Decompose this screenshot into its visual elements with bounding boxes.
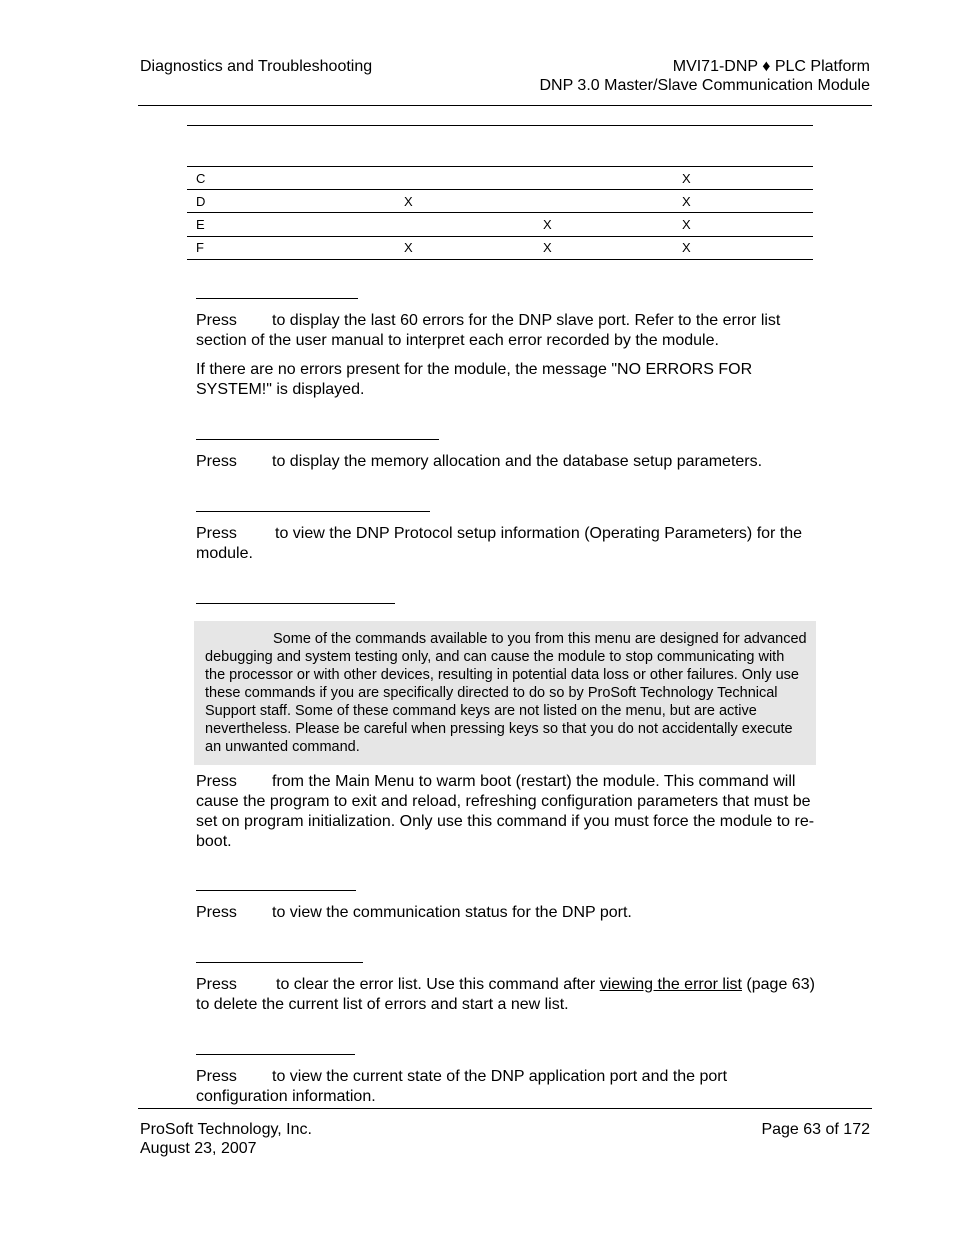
- header-section-title: Diagnostics and Troubleshooting: [140, 58, 373, 75]
- table-top-rule: [187, 125, 813, 126]
- caution-note-text: Some of the commands available to you from this menu are designed for advanced debugging and system testing only, and can cause the module to stop communicating with the processor or with other devices, resulting in potential data loss or other failures. Only use these commands if you are specifically directed to do so by ProSoft Technology Technical Support staff. Some of these command keys are not listed on the menu, but are active nevertheless. Please be careful when pressing keys so that you do not accidentally execute an unwanted command.: [205, 631, 807, 755]
- footer-company: ProSoft Technology, Inc.: [140, 1121, 312, 1138]
- clearerrors-paragraph: [196, 975, 816, 1015]
- table-cell-label: F: [196, 240, 204, 255]
- table-cell-label: C: [196, 171, 206, 186]
- press-label: Press: [196, 1068, 237, 1085]
- clearerrors-text-after: (page 63) to delete the current list of errors and start a new list.: [196, 976, 815, 1013]
- section-heading-rule: [196, 1054, 355, 1055]
- clearerrors-text: to clear the error list. Use this command after: [276, 976, 596, 993]
- footer-date: August 23, 2007: [140, 1140, 257, 1157]
- header-product-title: MVI71-DNP ♦ PLC Platform: [672, 58, 870, 75]
- press-label: Press: [196, 453, 237, 470]
- warmboot-text: from the Main Menu to warm boot (restart) the module. This command will cause the program to exit and reload, refreshing configuration parameters that must be set on program initialization. Only use this command if you must force the module to re-boot.: [196, 773, 815, 850]
- warmboot-paragraph: [196, 772, 816, 852]
- commstatus-paragraph: [196, 903, 816, 923]
- errors-paragraph: [196, 311, 816, 351]
- footer-rule: [138, 1108, 872, 1109]
- errors-no-errors-paragraph: If there are no errors present for the module, the message "NO ERRORS FOR SYSTEM!" is displayed.: [196, 361, 753, 398]
- table-cell: X: [543, 240, 552, 255]
- press-label: Press: [196, 976, 237, 993]
- portstate-paragraph: [196, 1067, 816, 1107]
- section-heading-rule: [196, 511, 430, 512]
- section-heading-rule: [196, 962, 363, 963]
- table-cell-label: D: [196, 194, 206, 209]
- table-cell: X: [682, 217, 691, 232]
- table-header-rule: [187, 166, 813, 167]
- press-label: Press: [196, 312, 237, 329]
- section-heading-rule: [196, 890, 356, 891]
- viewing-error-list-link[interactable]: viewing the error list: [599, 976, 742, 993]
- header-rule: [138, 105, 872, 106]
- portstate-text: to view the current state of the DNP application port and the port configuration information.: [196, 1068, 728, 1105]
- table-cell: X: [682, 194, 691, 209]
- press-label: Press: [196, 525, 237, 542]
- press-label: Press: [196, 773, 237, 790]
- table-cell: X: [404, 240, 413, 255]
- table-row-rule: [187, 212, 813, 213]
- memory-paragraph: [196, 452, 816, 472]
- table-cell-label: E: [196, 217, 205, 232]
- table-bottom-rule: [187, 259, 813, 260]
- protocol-text: to view the DNP Protocol setup information (Operating Parameters) for the module.: [196, 525, 803, 562]
- protocol-paragraph: [196, 524, 816, 564]
- table-cell: X: [682, 240, 691, 255]
- table-cell: X: [404, 194, 413, 209]
- press-label: Press: [196, 904, 237, 921]
- memory-text: to display the memory allocation and the database setup parameters.: [272, 453, 763, 470]
- table-row-rule: [187, 189, 813, 190]
- errors-text: to display the last 60 errors for the DNP slave port. Refer to the error list section of the user manual to interpret each error recorded by the module.: [196, 312, 781, 349]
- table-cell: X: [543, 217, 552, 232]
- table-row-rule: [187, 236, 813, 237]
- section-heading-rule: [196, 439, 439, 440]
- footer-page-number: Page 63 of 172: [761, 1121, 870, 1138]
- section-heading-rule: [196, 603, 395, 604]
- commstatus-text: to view the communication status for the DNP port.: [272, 904, 632, 921]
- section-heading-rule: [196, 298, 358, 299]
- header-product-subtitle: DNP 3.0 Master/Slave Communication Module: [539, 77, 870, 94]
- table-cell: X: [682, 171, 691, 186]
